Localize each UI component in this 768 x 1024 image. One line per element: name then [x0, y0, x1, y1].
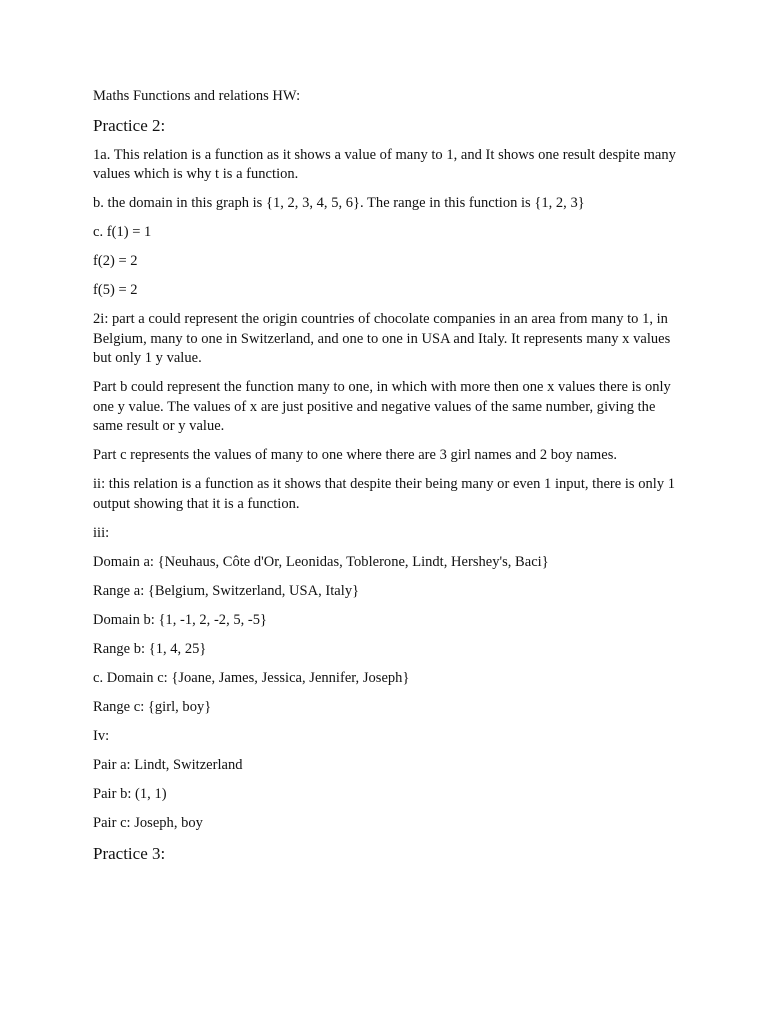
document-title: Maths Functions and relations HW:	[93, 88, 301, 104]
answer-1c-f2: f(2) = 2	[93, 253, 138, 269]
answer-2iii-label: iii:	[93, 524, 110, 541]
pair-b: Pair b: (1, 1)	[93, 785, 167, 802]
range-c: Range c: {girl, boy}	[93, 698, 212, 715]
heading-practice-3: Practice 3:	[93, 843, 166, 863]
answer-2i-part-a: 2i: part a could represent the origin countries of chocolate companies in an area from many to 1, in Belgium, many to one in Switzerland, and one to one in USA and Italy. It represents many x values but only 1 y value.	[93, 311, 671, 366]
range-a: Range a: {Belgium, Switzerland, USA, Italy}	[93, 582, 360, 599]
domain-b: Domain b: {1, -1, 2, -2, 5, -5}	[93, 611, 268, 628]
answer-2iv-label: Iv:	[93, 727, 110, 744]
document-page	[93, 87, 683, 874]
pair-a: Pair a: Lindt, Switzerland	[93, 756, 243, 773]
range-b: Range b: {1, 4, 25}	[93, 640, 207, 657]
answer-1c-f1: c. f(1) = 1	[93, 224, 152, 240]
answer-1c-f5: f(5) = 2	[93, 282, 138, 298]
answer-1b: b. the domain in this graph is {1, 2, 3, 4, 5, 6}. The range in this function is {1, 2, 3}	[93, 195, 585, 211]
answer-1a: 1a. This relation is a function as it shows a value of many to 1, and It shows one result despite many values which is why t is a function.	[93, 146, 676, 182]
domain-a: Domain a: {Neuhaus, Côte d'Or, Leonidas, Toblerone, Lindt, Hershey's, Baci}	[93, 553, 549, 570]
answer-2ii: ii: this relation is a function as it shows that despite their being many or even 1 input, there is only 1 output showing that it is a function.	[93, 476, 676, 512]
answer-2i-part-b: Part b could represent the function many to one, in which with more then one x values there is only one y value. The values of x are just positive and negative values of the same number, giving the same result or y value.	[93, 379, 671, 434]
pair-c: Pair c: Joseph, boy	[93, 814, 203, 831]
answer-2i-part-c: Part c represents the values of many to one where there are 3 girl names and 2 boy names.	[93, 447, 617, 463]
domain-c: c. Domain c: {Joane, James, Jessica, Jennifer, Joseph}	[93, 669, 410, 686]
heading-practice-2: Practice 2:	[93, 115, 166, 135]
